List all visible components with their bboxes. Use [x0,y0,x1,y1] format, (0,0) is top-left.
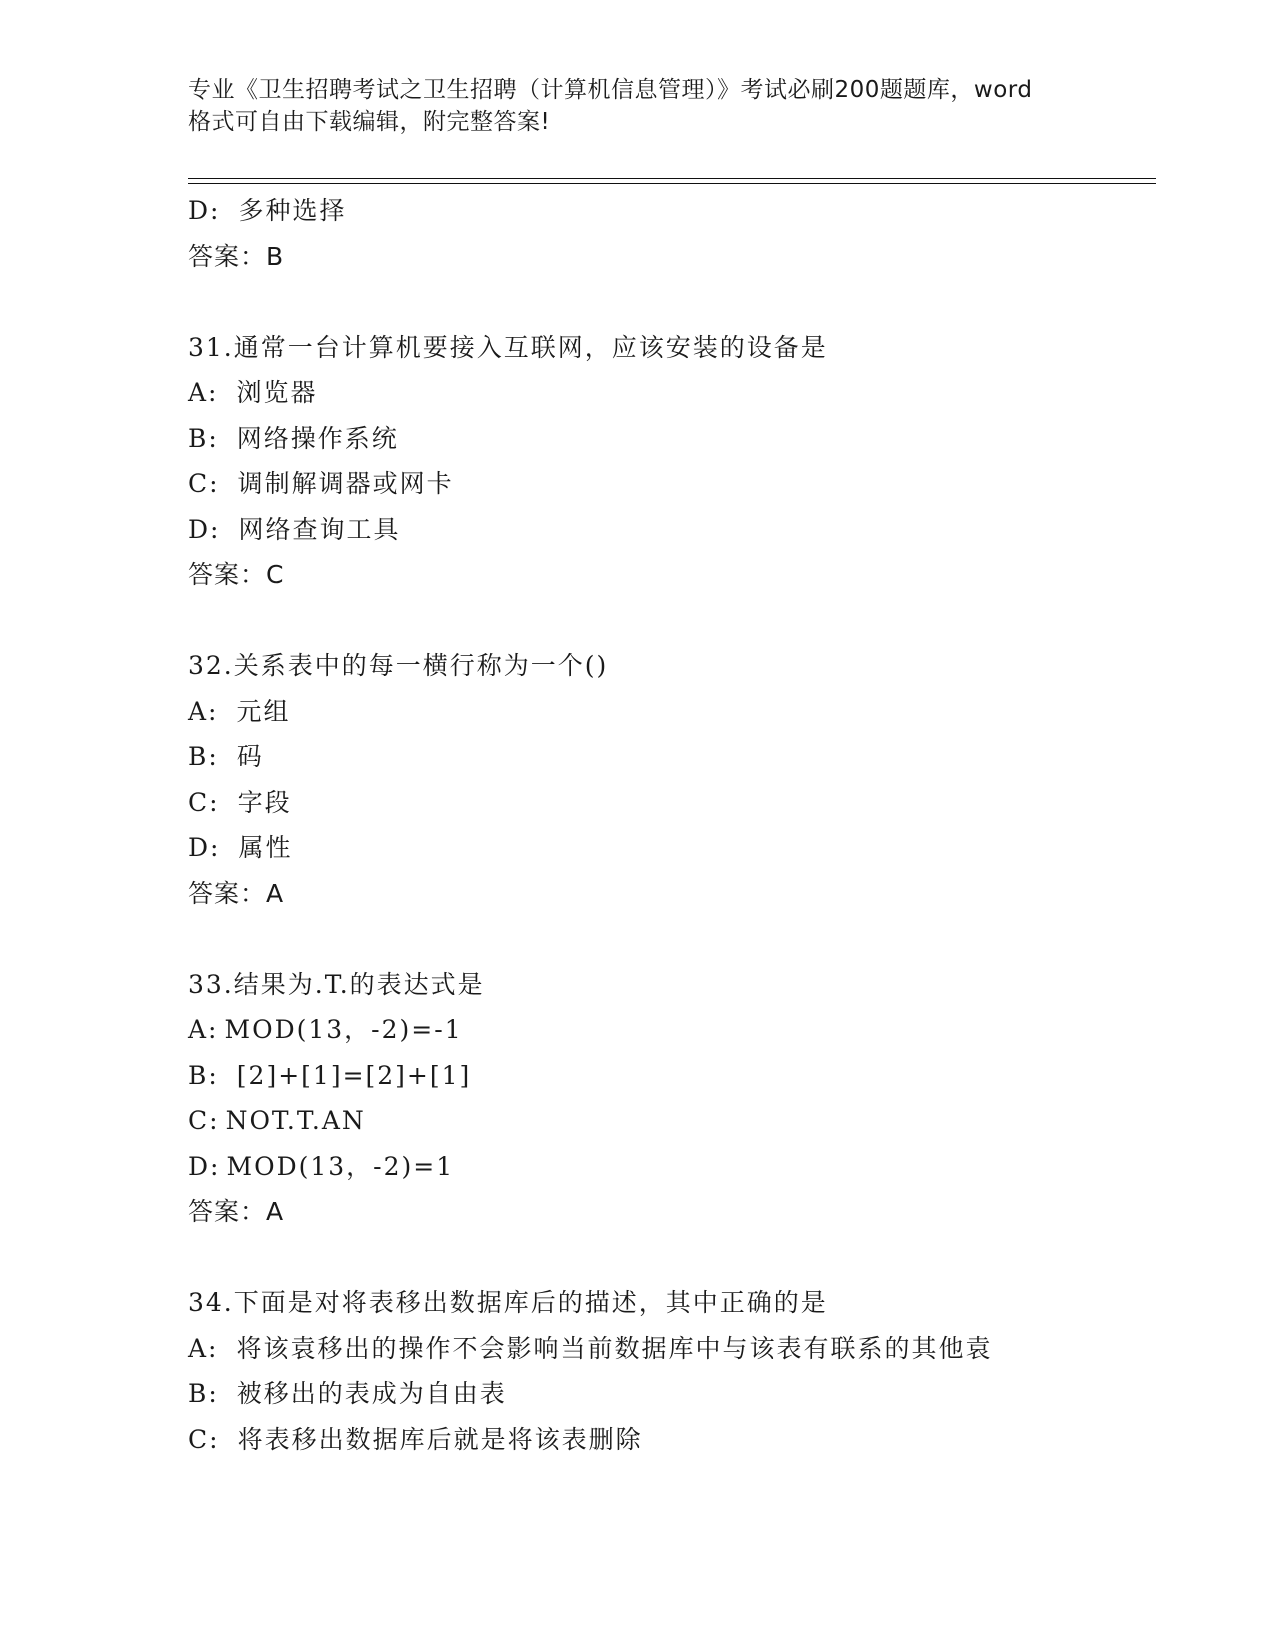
option-text: 元组 [236,696,291,726]
option-text: 将表移出数据库后就是将该表删除 [237,1424,643,1454]
question-stem: 34.下面是对将表移出数据库后的描述，其中正确的是 [188,1288,828,1317]
option-c [188,1098,1168,1144]
option-label: B: [188,423,219,453]
option-text: 被移出的表成为自由表 [236,1379,507,1408]
option-label: B: [188,742,219,771]
option-label: B: [188,1379,219,1408]
answer-line: 答案：C [188,560,285,589]
option-text: MOD(13，-2)=1 [226,1151,455,1181]
option-a [188,1007,1168,1053]
option-label: B: [188,1060,219,1090]
option-label: C: [188,469,220,498]
option-d [188,507,1168,553]
option-c [188,461,1168,507]
option-a [188,689,1168,735]
option-label: D: [188,833,221,862]
option-label: D: [188,514,221,544]
document-header [188,74,1088,138]
spacer [188,916,1168,962]
option-text: 多种选择 [238,196,347,225]
option-label: A: [188,1015,219,1044]
option-d [188,188,1168,234]
option-b [188,1371,1168,1417]
option-c [188,780,1168,826]
option-text: 调制解调器或网卡 [237,469,454,498]
option-label: A: [188,696,219,726]
option-a [188,1326,1168,1372]
option-label: A: [188,378,219,407]
spacer [188,598,1168,644]
option-d [188,1144,1168,1190]
option-label: C: [188,1424,220,1454]
option-text: MOD(13，-2)=-1 [224,1015,463,1044]
option-text: 属性 [238,833,293,862]
answer-line: 答案：A [188,878,285,908]
option-label: C: [188,787,220,817]
option-b [188,734,1168,780]
option-d [188,825,1168,871]
option-text: 码 [236,742,264,771]
option-text: 将该袁移出的操作不会影响当前数据库中与该表有联系的其他袁 [236,1333,993,1363]
question-stem: 33.结果为.T.的表达式是 [188,969,485,999]
header-divider-top [188,178,1156,179]
option-b [188,1053,1168,1099]
option-b [188,416,1168,462]
option-text: 浏览器 [236,378,318,407]
option-text: [2]+[1]=[2]+[1] [236,1060,472,1090]
option-text: 字段 [237,787,292,817]
question-stem: 31.通常一台计算机要接入互联网，应该安装的设备是 [188,332,828,362]
option-label: D: [188,196,221,225]
header-line-2: 格式可自由下载编辑，附完整答案! [188,109,551,135]
option-a [188,370,1168,416]
spacer [188,279,1168,325]
option-text: 网络查询工具 [238,514,401,544]
option-text: NOT.T.AN [225,1106,366,1135]
header-divider-bottom [188,183,1156,184]
option-c [188,1417,1168,1463]
option-label: D: [188,1151,221,1181]
option-label: C: [188,1106,220,1135]
option-text: 网络操作系统 [236,423,399,453]
spacer [188,1235,1168,1281]
answer-line: 答案：B [188,241,285,271]
answer-line: 答案：A [188,1197,285,1226]
question-list [188,188,1168,1462]
option-label: A: [188,1333,219,1363]
header-line-1: 专业《卫生招聘考试之卫生招聘（计算机信息管理）》考试必刷200题题库，word [188,77,1033,103]
question-stem: 32.关系表中的每一横行称为一个() [188,651,609,680]
